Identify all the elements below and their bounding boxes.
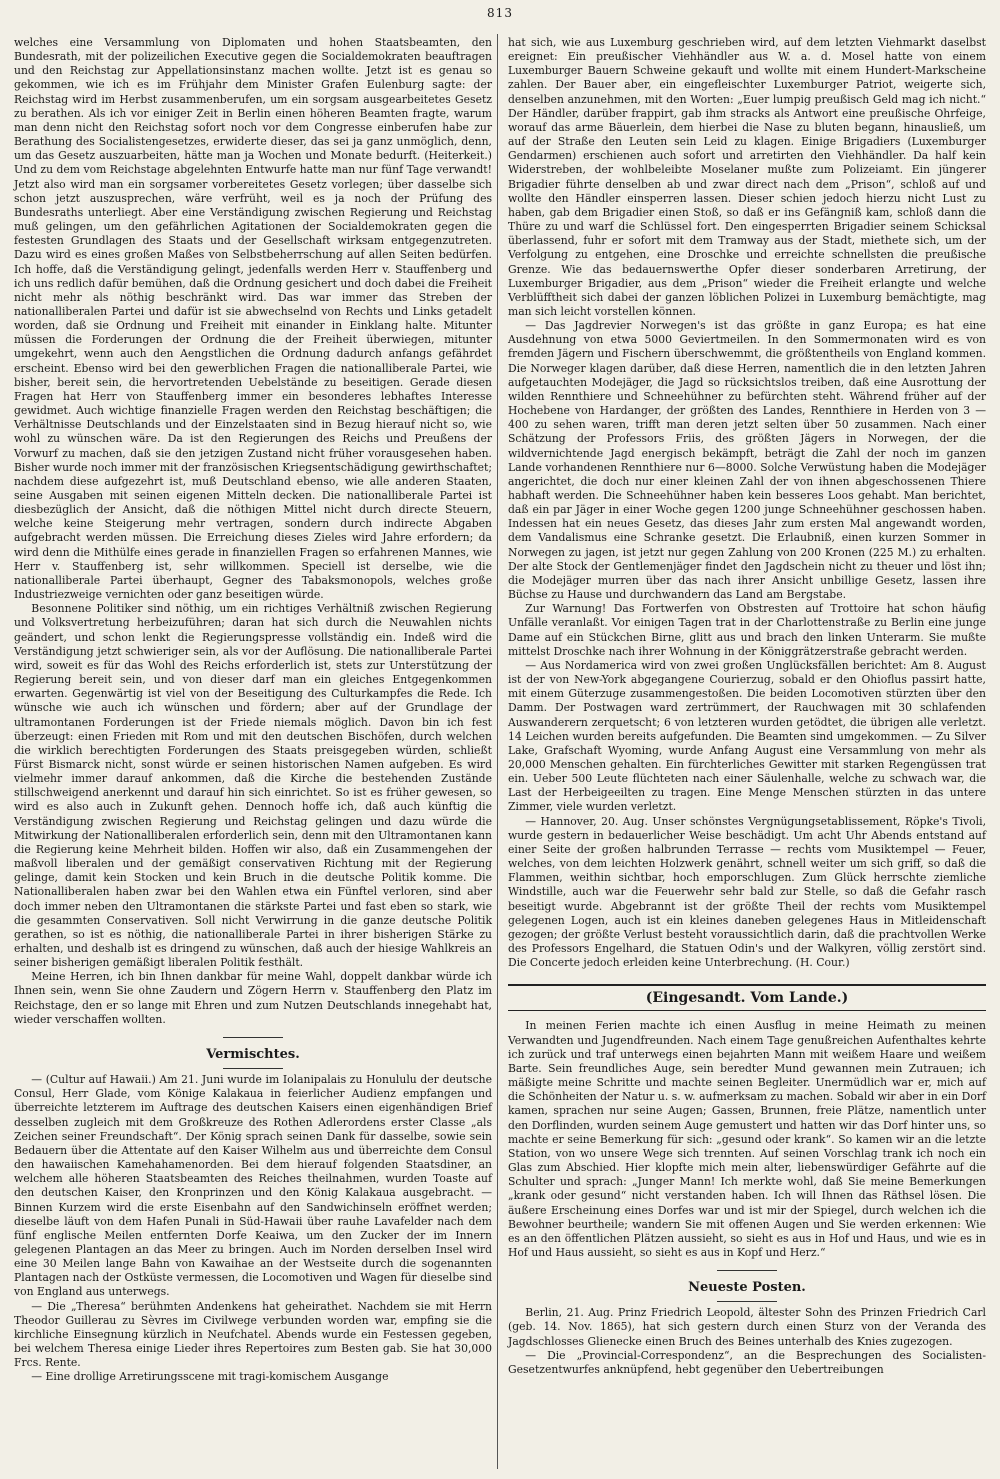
article-paragraph: In meinen Ferien machte ich einen Ausflug in meine Heimath zu meinen Verwandten und Jugendfreunden. Nach einem Tage genußreichen Aufenthaltes kehrte ich zurück und traf unterwegs einen bejahrten Mann mit weißem Haare und weißem Barte. Sein freundliches Auge, sein beredter Mund gewannen mein Zutrauen; ich mäßigte meine Schritte und machte seinen Begleiter. Unermüdlich war er, mich auf die Schönheiten der Natur u. s. w. aufmerksam zu machen. Sobald wir aber in ein Dorf kamen, sprachen nur seine Augen; Gassen, Brunnen, freie Plätze, namentlich unter den Dorflinden, wurden seinem Auge gemustert und hatten wir das Dorf hinter uns, so machte er seine Bemerkung für sich: „gesund oder krank“. So kamen wir an die letzte Station, von wo unsere Wege sich trennten. Auf seinen Vorschlag trank ich noch ein Glas zum Abschied. Hier klopfte mich mein alter, liebenswürdiger Gefährte auf die Schulter und sprach: „Junger Mann! Ich merkte wohl, daß Sie meine Bemerkungen „krank oder gesund“ nicht verstanden haben. Ich will Ihnen das Räthsel lösen. Die äußere Erscheinung eines Dorfes war und ist mir der Spiegel, durch welchen ich die Bewohner beurtheile; wandern Sie mit offenen Augen und Sie werden erkennen: Wie es an den öffentlichen Plätzen aussieht, so sieht es aus in Hof und Haus, und wie es in Hof und Haus aussieht, so sieht es aus in Kopf und Herz.“ [508, 1019, 986, 1259]
article-paragraph: — Das Jagdrevier Norwegen's ist das größte in ganz Europa; es hat eine Ausdehnung von etwa 5000 Geviertmeilen. In den Sommermonaten wird es von fremden Jägern und Fischern überschwemmt, die größtentheils von England kommen. Die Norweger klagen darüber, daß diese Herren, namentlich die in den letzten Jahren aufgetauchten Modejäger, die Jagd so rücksichtslos treiben, daß eine Ausrottung der wilden Rennthiere und Schneehühner zu befürchten steht. Während früher auf der Hochebene von Hardanger, der größten des Landes, Rennthiere in Herden von 3 — 400 zu sehen waren, trifft man deren jetzt selten über 50 zusammen. Nach einer Schätzung der Professors Friis, des größten Jägers in Norwegen, der die wildvernichtende Jagd energisch bekämpft, beträgt die Zahl der noch im ganzen Lande vorhandenen Rennthiere nur 6—8000. Solche Verwüstung haben die Modejäger angerichtet, die doch nur einer kleinen Zahl der von ihnen abgeschossenen Thiere habhaft werden. Die Schneehühner haben kein besseres Loos gehabt. Man berichtet, daß ein par Jäger in einer Woche gegen 1200 junge Schneehühner geschossen haben. Indessen hat ein neues Gesetz, das dieses Jahr zum ersten Mal angewandt worden, dem Vandalismus eine Schranke gesetzt. Die Erlaubniß, einen kurzen Sommer in Norwegen zu jagen, ist jetzt nur gegen Zahlung von 200 Kronen (225 M.) zu erhalten. Der alte Stock der Gentlemenjäger findet den Jagdschein nicht zu theuer und löst ihn; die Modejäger murren über das nach ihrer Ansicht unbillige Gesetz, lassen ihre Büchse zu Hause und durchwandern das Land am Bergstabe. [508, 319, 986, 602]
heading-divider [717, 1301, 777, 1302]
article-paragraph: Zur Warnung! Das Fortwerfen von Obstresten auf Trottoire hat schon häufig Unfälle veranlaßt. Vor einigen Tagen trat in der Charlottenstraße zu Berlin eine junge Dame auf ein Stückchen Birne, glitt aus und brach den linken Unterarm. Sie mußte mittelst Droschke nach ihrer Wohnung in der Königgrätzerstraße gebracht werden. [508, 602, 986, 658]
left-column [14, 36, 492, 1385]
section-heading-vermischtes: Vermischtes. [206, 1046, 300, 1062]
article-paragraph: Besonnene Politiker sind nöthig, um ein richtiges Verhältniß zwischen Regierung und Volksvertretung herbeizuführen; daran hat sich durch die Neuwahlen nichts geändert, und schon lenkt die Regierungspresse vollständig ein. Indeß wird die Verständigung jetzt schwieriger sein, als vor der Auflösung. Die nationalliberale Partei wird, soweit es für das Wohl des Reichs erforderlich ist, stets zur Unterstützung der Regierung bereit sein, und von dieser darf man ein gleiches Entgegenkommen erwarten. Gegenwärtig ist viel von der Beseitigung des Culturkampfes die Rede. Ich wünsche wie auch ich wünschen und fördern; aber auf der Grundlage der ultramontanen Forderungen ist der Friede niemals möglich. Davon bin ich fest überzeugt: einen Frieden mit Rom und mit den deutschen Bischöfen, durch welchen die wirklich berechtigten Forderungen des Staats preisgegeben würden, schließt Fürst Bismarck nicht, sonst würde er seinen historischen Namen aufgeben. Es wird vielmehr immer darauf ankommen, daß die Kirche die bestehenden Zustände stillschweigend anerkennt und darauf hin sich einrichtet. So ist es früher gewesen, so wird es also auch in Zukunft gehen. Dennoch hoffe ich, daß auch künftig die Verständigung zwischen Regierung und Reichstag gelingen und dazu würde die Mitwirkung der Nationalliberalen erforderlich sein, denn mit den Ultramontanen kann die Regierung keine Mehrheit bilden. Hoffen wir also, daß ein Zusammengehen der maßvoll liberalen und der gemäßigt conservativen Richtung mit der Regierung gelinge, damit kein Stocken und kein Bruch in die deutsche Politik komme. Die Nationalliberalen haben zwar bei den Wahlen etwa ein Fünftel verloren, sind aber doch immer neben den Ultramontanen die stärkste Partei und fast eben so stark, wie die gesammten Conservativen. Soll nicht Verwirrung in die ganze deutsche Politik gerathen, so ist es nöthig, die nationalliberale Partei in ihrer bisherigen Stärke zu erhalten, und deshalb ist es dringend zu wünschen, daß auch der hiesige Wahlkreis an seiner bisherigen gemäßigt liberalen Politik festhält. [14, 602, 492, 970]
news-paragraph: — Die „Provincial-Correspondenz“, an die Besprechungen des Socialisten-Gesetzentwurfes anknüpfend, hebt gegenüber den Uebertreibungen [508, 1348, 986, 1376]
heading-divider [223, 1068, 283, 1069]
heading-divider [223, 1037, 283, 1038]
article-paragraph: hat sich, wie aus Luxemburg geschrieben wird, auf dem letzten Viehmarkt daselbst ereignet: Ein preußischer Viehhändler aus W. a. d. Mosel hatte von einem Luxemburger Bauern Schweine gekauft und wollte mit einem Hundert-Markscheine zahlen. Der Bauer aber, ein eingefleischter Luxemburger Patriot, weigerte sich, denselben anzunehmen, mit den Worten: „Euer lumpig preußisch Geld mag ich nicht.“ Der Händler, darüber frappirt, gab ihm stracks als Antwort eine preußische Ohrfeige, worauf das arme Bäuerlein, dem hierbei die Nase zu bluten begann, hinausließ, um auf der Straße den Leuten sein Leid zu klagen. Einige Brigadiers (Luxemburger Gendarmen) erschienen auch sofort und arretirten den Viehhändler. Da half kein Widerstreben, der wohlbeleibte Moselaner mußte zum Polizeiamt. Ein jüngerer Brigadier führte denselben ab und zwar direct nach dem „Prison“, schloß auf und wollte den Händler einsperren lassen. Dieser schien jedoch hierzu nicht Lust zu haben, gab dem Brigadier einen Stoß, so daß er ins Gefängniß kam, schloß dann die Thüre zu und warf die Schlüssel fort. Den eingesperrten Brigadier seinem Schicksal überlassend, fuhr er sofort mit dem Tramway aus der Stadt, miethete sich, um der Verfolgung zu entgehen, eine Droschke und erreichte schnellsten die preußische Grenze. Wie das bedauernswerthe Opfer dieser sonderbaren Arretirung, der Luxemburger Brigadier, aus dem „Prison“ wieder die Freiheit erlangte und welche Verblüfftheit sich dabei der ganzen löblichen Polizei in Luxemburg bemächtigte, mag man sich leicht vorstellen können. [508, 36, 986, 318]
misc-paragraph: — Die „Theresa“ berühmten Andenkens hat geheirathet. Nachdem sie mit Herrn Theodor Guillerau zu Sèvres im Civilwege verbunden worden war, empfing sie die kirchliche Einsegnung kürzlich in Neufchatel. Abends wurde ein Festessen gegeben, bei welchem Theresa einige Lieder ihres Repertoires zum Besten gab. Sie hat 30,000 Frcs. Rente. [14, 1299, 492, 1370]
article-paragraph: — Aus Nordamerica wird von zwei großen Unglücksfällen berichtet: Am 8. August ist der von New-York abgegangene Courierzug, sobald er den Ohioflus passirt hatte, mit einem Güterzuge zusammengestoßen. Die beiden Locomotiven stürzten über den Damm. Der Postwagen ward zertrümmert, der Rauchwagen mit 30 schlafenden Auswanderern zerquetscht; 6 von letzteren wurden getödtet, die übrigen alle verletzt. 14 Leichen wurden bereits aufgefunden. Die Beamten sind umgekommen. — Zu Silver Lake, Grafschaft Wyoming, wurde Anfang August eine Versammlung von mehr als 20,000 Menschen gehalten. Ein fürchterliches Gewitter mit starken Regengüssen trat ein. Ueber 500 Leute flüchteten nach einer Säulenhalle, welche zu schwach war, die Last der Herbeigeeilten zu tragen. Eine Menge Menschen stürzten in das untere Zimmer, viele wurden verletzt. [508, 658, 986, 814]
misc-paragraph: — Eine drollige Arretirungsscene mit tragi-komischem Ausgange [31, 1370, 389, 1384]
news-paragraph: Berlin, 21. Aug. Prinz Friedrich Leopold, ältester Sohn des Prinzen Friedrich Carl (geb. 14. Nov. 1865), hat sich gestern durch einen Sturz von der Veranda des Jagdschlosses Glienecke einen Bruch des Beines unterhalb des Knies zugezogen. [508, 1306, 986, 1348]
section-heading-neueste-posten: Neueste Posten. [688, 1280, 806, 1296]
section-heading-eingesandt: (Eingesandt. Vom Lande.) [508, 984, 986, 1011]
page-number: 813 [487, 6, 513, 20]
article-paragraph: — Hannover, 20. Aug. Unser schönstes Vergnügungsetablissement, Röpke's Tivoli, wurde gestern in bedauerlicher Weise beschädigt. Um acht Uhr Abends entstand auf einer Seite der großen halbrunden Terrasse — rechts vom Musiktempel — Feuer, welches, von dem leichten Holzwerk genährt, schnell weiter um sich griff, so daß die Flammen, weithin sichtbar, hoch emporschlugen. Zum Glück herrschte ziemliche Windstille, auch war die Feuerwehr sehr bald zur Stelle, so daß die Gefahr rasch beseitigt wurde. Abgebrannt ist der größte Theil der rechts vom Musiktempel gelegenen Logen, auch ist ein kleines daneben gelegenes Haus in Mitleidenschaft gezogen; der größte Verlust besteht voraussichtlich darin, daß die prachtvollen Werke des Professors Engelhard, die Statuen Odin's und der Walkyren, völlig zerstört sind. Die Concerte jedoch erleiden keine Unterbrechung. (H. Cour.) [508, 814, 986, 970]
article-paragraph: Meine Herren, ich bin Ihnen dankbar für meine Wahl, doppelt dankbar würde ich Ihnen sein, wenn Sie ohne Zaudern und Zögern Herrn v. Stauffenberg den Platz im Reichstage, den er so lange mit Ehren und zum Nutzen Deutschlands innegehabt hat, wieder verschaffen wollten. [14, 970, 492, 1026]
misc-paragraph: — (Cultur auf Hawaii.) Am 21. Juni wurde im Iolanipalais zu Honululu der deutsche Consul, Herr Glade, vom Könige Kalakaua in feierlicher Audienz empfangen und überreichte letzterem im Auftrage des deutschen Kaisers einen eigenhändigen Brief desselben zugleich mit dem Großkreuze des Rothen Adlerordens erster Classe „als Zeichen seiner Freundschaft“. Der König sprach seinen Dank für dasselbe, sowie sein Bedauern über die Attentate auf den Kaiser Wilhelm aus und überreichte dem Consul den hawaiischen Kamehahamenorden. Bei dem hierauf folgenden Staatsdiner, an welchem alle höheren Staatsbeamten des Reiches theilnahmen, wurden Toaste auf den deutschen Kaiser, den Kronprinzen und den König Kalakaua ausgebracht. — Binnen Kurzem wird die erste Eisenbahn auf den Sandwichinseln eröffnet werden; dieselbe läuft von dem Hafen Punali in Süd-Hawaii über rauhe Lavafelder nach dem fünf englische Meilen entfernten Dorfe Keaiwa, um den Zucker der im Innern gelegenen Plantagen an das Meer zu bringen. Auch im Norden derselben Insel wird eine 30 Meilen lange Bahn von Kawaihae an der Westseite durch die sogenannten Plantagen nach der Ostküste vermessen, die Locomotiven und Wagen für dieselbe sind von England aus unterwegs. [14, 1073, 492, 1299]
article-paragraph: welches eine Versammlung von Diplomaten und hohen Staatsbeamten, den Bundesrath, mit der polizeilichen Executive gegen die Socialdemokraten beauftragen und den Reichstag zur Appellationsinstanz machen wollte. Jetzt ist es genau so gekommen, wie ich es im Frühjahr dem Minister Grafen Eulenburg sagte: der Reichstag wird im Herbst zusammenberufen, um ein sorgsam ausgearbeitetes Gesetz zu berathen. Als ich vor einiger Zeit in Berlin einen höheren Beamten fragte, warum man denn nicht den Reichstag sofort noch vor dem Congresse einberufen habe zur Berathung des Socialistengesetzes, erwiderte dieser, das sei ja ganz unmöglich, denn, um das Gesetz auszuarbeiten, hätte man ja Wochen und Monate bedurft. (Heiterkeit.) Und zu dem vom Reichstage abgelehnten Entwurfe hatte man nur fünf Tage verwandt! Jetzt also wird man ein sorgsamer vorbereitetes Gesetz vorlegen; über dasselbe sich schon jetzt auszusprechen, wäre verfrüht, weil es ja noch der Prüfung des Bundesraths unterliegt. Aber eine Verständigung zwischen Regierung und Reichstag muß gelingen, um den gefährlichen Agitationen der Socialdemokraten gegen die festesten Grundlagen des Staats und der Gesellschaft wirksam entgegenzutreten. Dazu wird es eines großen Maßes von Selbstbeherrschung auf allen Seiten bedürfen. Ich hoffe, daß die Verständigung gelingt, jedenfalls werden Herr v. Stauffenberg und ich uns redlich dafür bemühen, daß die Ordnung gesichert und doch dabei die Freiheit nicht mehr als nöthig beschränkt wird. Das war immer das Streben der nationalliberalen Partei und dafür ist sie abwechselnd von Rechts und Links getadelt worden, daß sie Ordnung und Freiheit mit einander in Einklang halte. Mitunter müssen die Forderungen der Ordnung die der Freiheit überwiegen, mitunter umgekehrt, wenn auch den Aengstlichen die Ordnung dadurch anfangs gefährdet erscheint. Ebenso wird bei den gewerblichen Fragen die nationalliberale Partei, wie bisher, bereit sein, die hervortretenden Uebelstände zu beseitigen. Gerade diesen Fragen hat Herr von Stauffenberg immer ein besonderes lebhaftes Interesse gewidmet. Auch wichtige finanzielle Fragen werden den Reichstag beschäftigen; die Verhältnisse Deutschlands und der Einzelstaaten sind in Bezug hierauf nicht so, wie wohl zu wünschen wäre. Da ist den Regierungen des Reichs und Preußens der Vorwurf zu machen, daß sie den jetzigen Zustand nicht früher vorausgesehen haben. Bisher wurde noch immer mit der französischen Kriegsentschädigung gewirthschaftet; nachdem diese aufgezehrt ist, muß Deutschland ebenso, wie alle anderen Staaten, seine Ausgaben mit seinen eigenen Mitteln decken. Die nationalliberale Partei ist diesbezüglich der Ansicht, daß die nöthigen Mittel nicht durch directe Steuern, welche keine Steigerung mehr vertragen, sondern durch indirecte Abgaben aufgebracht werden müssen. Die Erreichung dieses Zieles wird Jahre erfordern; da wird denn die Mithülfe eines gerade in finanziellen Fragen so erfahrenen Mannes, wie Herr v. Stauffenberg ist, sehr willkommen. Speciell ist derselbe, wie die nationalliberale Partei überhaupt, Gegner des Tabaksmonopols, welches große Industriezweige vernichten oder ganz beseitigen würde. [14, 36, 492, 602]
heading-divider [717, 1270, 777, 1271]
column-divider [497, 34, 498, 1469]
right-column [508, 36, 986, 1377]
